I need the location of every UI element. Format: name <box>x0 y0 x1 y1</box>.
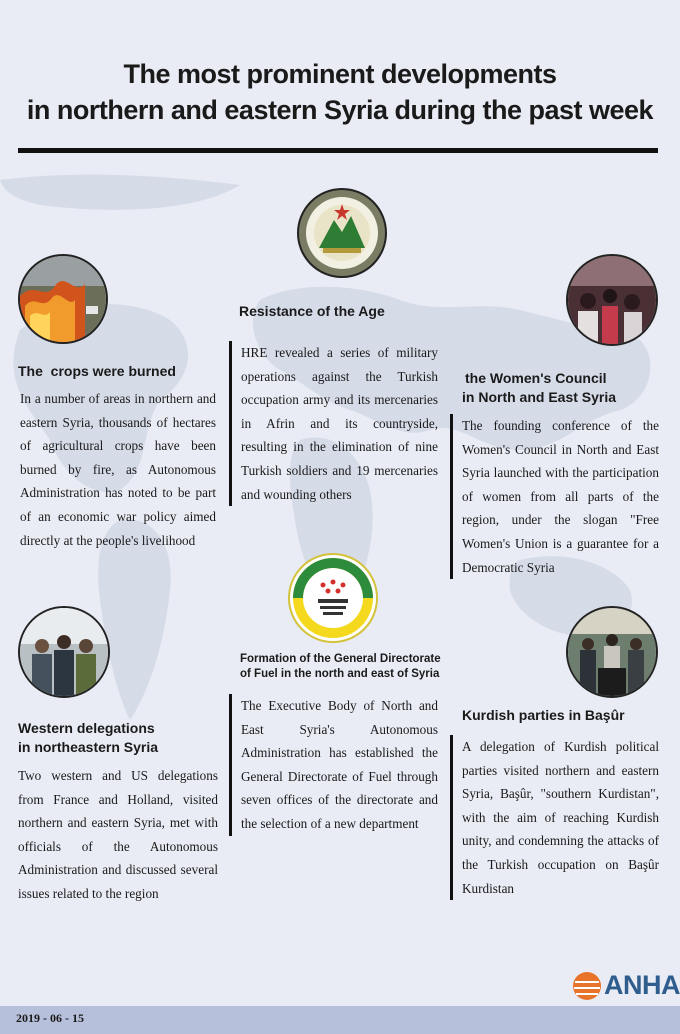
hre-emblem <box>297 188 387 278</box>
publication-date: 2019 - 06 - 15 <box>16 1011 84 1025</box>
womens-conference-photo <box>566 254 658 346</box>
womens-council-heading <box>462 369 616 407</box>
resistance-body: HRE revealed a series of military operations against the Turkish occupation army and its mercenaries in Afrin and its countryside, resulting in the elimination of nine Turkish soldiers and 19 mercenaries and wounding others <box>229 341 438 506</box>
autonomous-administration-logo <box>288 553 378 643</box>
western-delegations-heading-line-2: in northeastern Syria <box>18 739 159 755</box>
fuel-heading-line-2: of Fuel in the north and east of Syria <box>240 668 440 680</box>
title-divider <box>18 148 658 153</box>
western-delegations-body: Two western and US delegations from France and Holland, visited northern and eastern Syria, met with officials of the Autonomous Administration and discussed several issues related to the region <box>18 768 218 901</box>
page-title <box>0 56 680 128</box>
womens-council-heading-line-1: the Women's Council <box>465 370 607 386</box>
kurdish-parties-press-photo <box>566 606 658 698</box>
kurdish-parties-heading: Kurdish parties in Başûr <box>462 707 625 723</box>
footer-band <box>0 1006 680 1034</box>
crops-body: In a number of areas in northern and eastern Syria, thousands of hectares of agricultural crops have been burned by fire, as Autonomous Administration has noted to be part of an economic war policy aimed directly at the people's livelihood <box>20 391 216 548</box>
western-delegations-heading-line-1: Western delegations <box>18 720 155 736</box>
fuel-heading-line-1: Formation of the General Directorate <box>240 653 441 665</box>
womens-council-body: The founding conference of the Women's Council in North and East Syria launched with the participation of women from all parts of the region, under the slogan "Free Women's Union is a guarantee for a Democratic Syria <box>450 414 659 579</box>
western-delegations-heading <box>18 719 158 757</box>
crops-heading: The crops were burned <box>18 363 176 379</box>
fuel-body: The Executive Body of North and East Syria's Autonomous Administration has established the General Directorate of Fuel through seven offices of the directorate and the selection of a new department <box>229 694 438 836</box>
fuel-heading <box>240 652 441 682</box>
kurdish-parties-body: A delegation of Kurdish political parties visited northern and eastern Syria, Başûr, "southern Kurdistan", with the aim of reaching Kurdish unity, and condemning the attacks of the Turkish occupation on Başûr Kurdistan <box>450 735 659 900</box>
fire-crops-photo <box>18 254 108 344</box>
anha-logo <box>572 970 680 1002</box>
delegation-meeting-photo <box>18 606 110 698</box>
anha-logo-text: ANHA <box>604 970 680 1000</box>
title-line-2: in northern and eastern Syria during the past week <box>26 95 654 125</box>
womens-council-heading-line-2: in North and East Syria <box>462 389 617 405</box>
anha-globe-icon <box>572 971 602 1001</box>
resistance-heading: Resistance of the Age <box>239 303 385 319</box>
title-line-1: The most prominent developments <box>123 59 557 89</box>
